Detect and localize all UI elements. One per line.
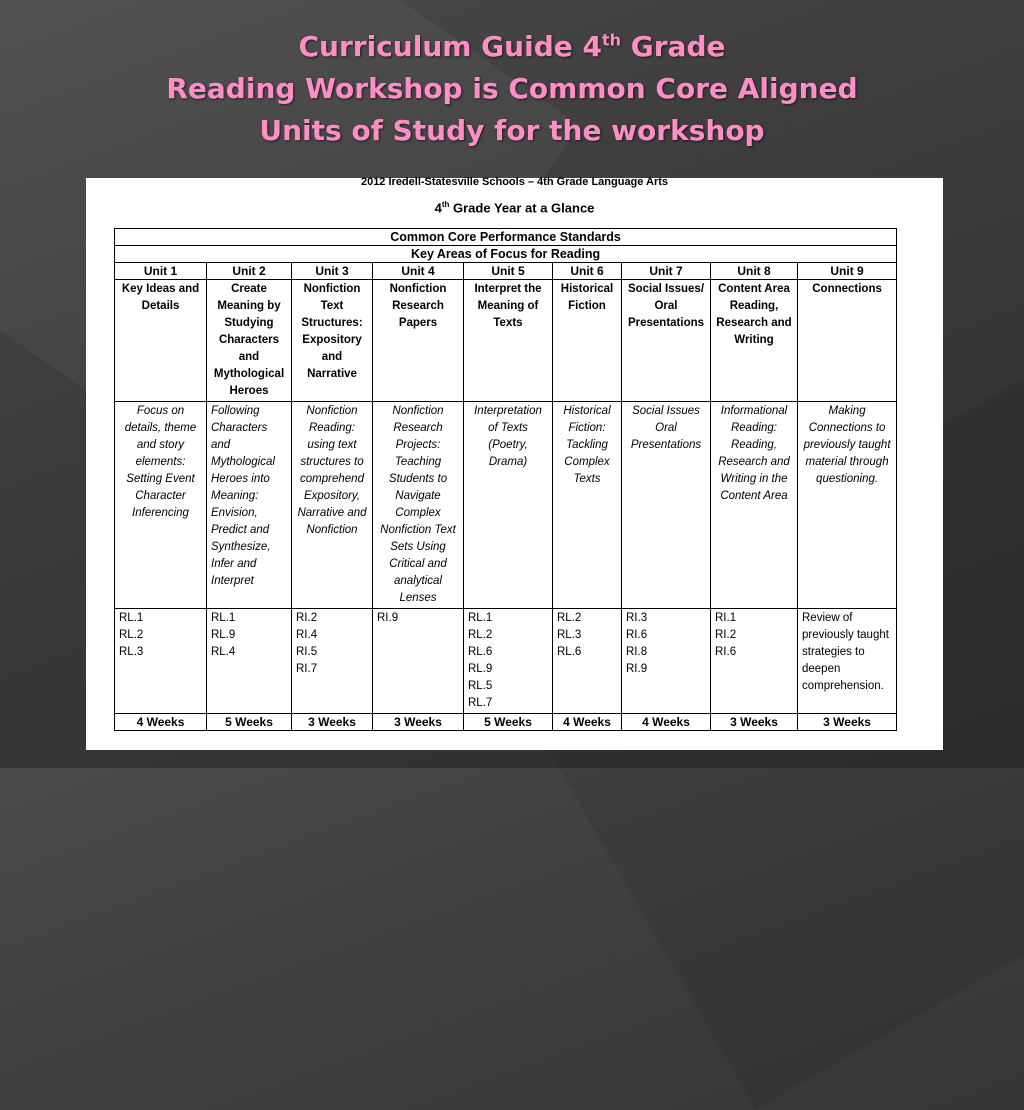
slide-title-line-3: Units of Study for the workshop xyxy=(259,114,765,147)
unit-name-cell: Unit 8 xyxy=(711,263,798,280)
unit-focus-cell: Following Characters and Mythological Heroes into Meaning: Envision, Predict and Synthesize, Infer and Interpret xyxy=(207,402,292,609)
unit-weeks-cell: 4 Weeks xyxy=(115,714,207,731)
unit-focus-cell: Focus on details, theme and story elements: Setting Event Character Inferencing xyxy=(115,402,207,609)
slide-title-line-2: Reading Workshop is Common Core Aligned xyxy=(166,72,858,105)
unit-standards-cell: RL.2 RL.3 RL.6 xyxy=(553,609,622,714)
unit-name-cell: Unit 3 xyxy=(292,263,373,280)
unit-name-cell: Unit 4 xyxy=(373,263,464,280)
document-subheader: 4th Grade Year at a Glance xyxy=(434,200,595,216)
unit-standards-cell: RL.1 RL.2 RL.6 RL.9 RL.5 RL.7 xyxy=(464,609,553,714)
unit-focus-cell: Making Connections to previously taught material through questioning. xyxy=(798,402,897,609)
unit-focus-cell: Informational Reading: Reading, Research and Writing in the Content Area xyxy=(711,402,798,609)
unit-standards-cell: RL.1 RL.9 RL.4 xyxy=(207,609,292,714)
unit-title-cell: Create Meaning by Studying Characters and Mythological Heroes xyxy=(207,280,292,402)
unit-name-cell: Unit 6 xyxy=(553,263,622,280)
unit-standards-cell: RI.2 RI.4 RI.5 RI.7 xyxy=(292,609,373,714)
slide-title xyxy=(0,26,1024,152)
unit-weeks-cell: 3 Weeks xyxy=(373,714,464,731)
unit-weeks-cell: 3 Weeks xyxy=(292,714,373,731)
unit-weeks-cell: 5 Weeks xyxy=(207,714,292,731)
unit-title-cell: Content Area Reading, Research and Writing xyxy=(711,280,798,402)
unit-standards-cell: Review of previously taught strategies to deepen comprehension. xyxy=(798,609,897,714)
unit-title-cell: Interpret the Meaning of Texts xyxy=(464,280,553,402)
unit-focus-cell: Nonfiction Research Projects: Teaching Students to Navigate Complex Nonfiction Text Sets Using Critical and analytical Lenses xyxy=(373,402,464,609)
curriculum-table xyxy=(114,228,897,731)
unit-standards-cell: RI.9 xyxy=(373,609,464,714)
unit-weeks-cell: 4 Weeks xyxy=(622,714,711,731)
document-image xyxy=(86,178,943,750)
unit-standards-cell: RI.3 RI.6 RI.8 RI.9 xyxy=(622,609,711,714)
unit-name-cell: Unit 5 xyxy=(464,263,553,280)
unit-header-row xyxy=(115,263,897,280)
unit-weeks-row xyxy=(115,714,897,731)
table-subtitle: Key Areas of Focus for Reading xyxy=(115,246,897,263)
unit-title-cell: Connections xyxy=(798,280,897,402)
unit-title-cell: Key Ideas and Details xyxy=(115,280,207,402)
unit-weeks-cell: 5 Weeks xyxy=(464,714,553,731)
unit-title-row xyxy=(115,280,897,402)
unit-name-cell: Unit 7 xyxy=(622,263,711,280)
unit-standards-cell: RI.1 RI.2 RI.6 xyxy=(711,609,798,714)
unit-focus-cell: Nonfiction Reading: using text structures to comprehend Expository, Narrative and Nonfiction xyxy=(292,402,373,609)
unit-title-cell: Historical Fiction xyxy=(553,280,622,402)
unit-focus-cell: Interpretation of Texts (Poetry, Drama) xyxy=(464,402,553,609)
document-header: 2012 Iredell-Statesville Schools – 4th Grade Language Arts xyxy=(360,176,669,188)
unit-title-cell: Nonfiction Research Papers xyxy=(373,280,464,402)
unit-standards-cell: RL.1 RL.2 RL.3 xyxy=(115,609,207,714)
unit-focus-row xyxy=(115,402,897,609)
table-title: Common Core Performance Standards xyxy=(115,229,897,246)
unit-focus-cell: Historical Fiction: Tackling Complex Texts xyxy=(553,402,622,609)
unit-name-cell: Unit 2 xyxy=(207,263,292,280)
unit-title-cell: Nonfiction Text Structures: Expository and Narrative xyxy=(292,280,373,402)
unit-title-cell: Social Issues/ Oral Presentations xyxy=(622,280,711,402)
unit-standards-row xyxy=(115,609,897,714)
unit-focus-cell: Social Issues Oral Presentations xyxy=(622,402,711,609)
unit-weeks-cell: 3 Weeks xyxy=(711,714,798,731)
unit-weeks-cell: 3 Weeks xyxy=(798,714,897,731)
unit-name-cell: Unit 1 xyxy=(115,263,207,280)
unit-weeks-cell: 4 Weeks xyxy=(553,714,622,731)
unit-name-cell: Unit 9 xyxy=(798,263,897,280)
slide-title-line-1: Curriculum Guide 4th Grade xyxy=(298,30,726,63)
